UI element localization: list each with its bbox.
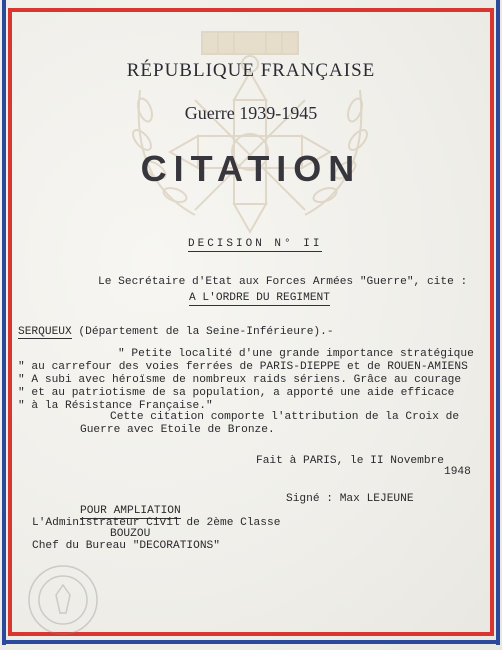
signature-line: Signé : Max LEJEUNE [286,493,414,505]
place-line [18,326,334,339]
intro-line: Le Secrétaire d'Etat aux Forces Armées "Guerre", cite : [98,276,468,288]
administrator-title: L'Administrateur Civil de 2ème Classe [32,517,281,529]
blue-border-right [496,0,500,645]
quote-line: " au carrefour des voies ferrées de PARIS-DIEPPE et de ROUEN-AMIENS [18,361,468,373]
order-line: A L'ORDRE DU REGIMENT [189,292,330,304]
bureau-chief-line: Chef du Bureau "DECORATIONS" [32,540,220,552]
decision-number: DECISION N° II [188,238,323,250]
blue-border-left [2,0,6,645]
war-period-heading: Guerre 1939-1945 [184,103,318,123]
place-date: Fait à PARIS, le II Novembre [256,455,444,467]
red-border-left [8,8,12,634]
year: 1948 [444,466,471,478]
red-border-right [490,8,494,634]
document-title: CITATION [140,148,362,189]
award-line: Cette citation comporte l'attribution de la Croix de [110,411,460,423]
blue-border-bottom [2,640,500,644]
red-border-top [8,8,494,12]
ampliation-heading: POUR AMPLIATION [80,505,181,517]
official-seal-icon [18,555,108,635]
award-line: Guerre avec Etoile de Bronze. [80,424,275,436]
place-name: SERQUEUX [18,326,72,338]
administrator-name: BOUZOU [110,528,151,540]
quote-line: " à la Résistance Française." [18,400,213,412]
quote-line: " Petite localité d'une grande importance stratégique [118,348,474,360]
quote-line: " A subi avec héroïsme de nombreux raids sériens. Grâce au courage [18,374,462,386]
republic-heading: RÉPUBLIQUE FRANÇAISE [126,60,376,81]
quote-line: " et au patriotisme de sa population, a apporté une aide efficace [18,387,455,399]
place-department: (Département de la Seine-Inférieure).- [71,326,334,338]
